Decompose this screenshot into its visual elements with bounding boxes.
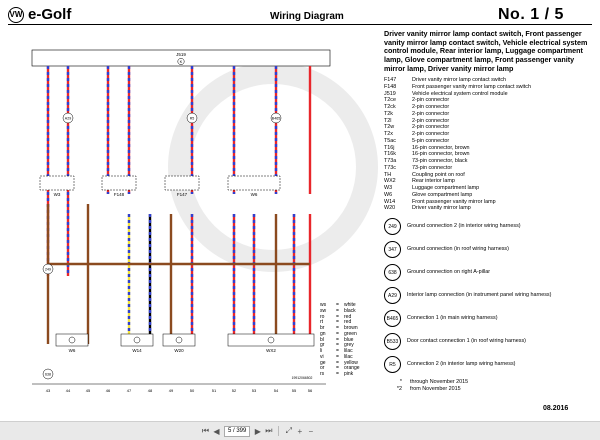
symbol-code: R5 [384,356,401,373]
ground-label-0: 249 [45,267,51,272]
symbol-text: Ground connection 2 (in interior wiring harness) [407,223,521,230]
symbol-code: B465 [384,310,401,327]
legend-code: T5ac [384,137,396,144]
legend-row [384,192,594,199]
color-name: lilac [344,353,353,360]
legend-row [384,205,594,212]
component-box-W6 [228,176,280,190]
legend-text: 5-pin connector [412,137,450,144]
brand-name: e-Golf [28,6,72,23]
legend-text: Driver vanity mirror lamp contact switch [412,77,507,84]
symbol-text: Ground connection (in roof wiring harness) [407,246,509,253]
symbol-row [384,310,594,327]
component-label-W6: W6 [250,192,258,197]
legend-code: WX2 [384,178,396,185]
color-equals: = [336,371,339,377]
note-code: * [399,379,402,386]
color-abbr: bl [320,336,324,343]
lamp-symbol-W6 [69,337,75,343]
symbol-row [384,218,594,235]
legend-text: Coupling point on roof [412,171,465,178]
legend-code: J519 [384,90,396,97]
legend-code: T16k [384,151,396,158]
previous-page-button[interactable]: ◀ [213,426,220,436]
legend-text: 2-pin connector [412,110,450,117]
module-pin-label: K [179,59,183,64]
color-abbr: gr [320,342,325,349]
legend-text: Front passenger vanity mirror lamp contact switch [412,83,531,90]
component-box-F148 [102,176,136,190]
legend-row [384,172,594,179]
legend-text: 73-pin connector [412,164,453,171]
column-number: 50 [189,388,195,393]
note-row [384,386,594,393]
legend-text: 2-pin connector [412,131,450,138]
color-name: red [344,313,352,320]
symbol-code: 347 [384,241,401,258]
document-number: No. 1 / 5 [498,6,564,23]
column-number: 46 [105,388,111,393]
component-box-W3 [40,176,74,190]
module-j519-label: J519 [176,52,186,57]
legend-code: F148 [384,83,397,90]
symbol-row [384,356,594,373]
color-abbr: rs [320,371,325,377]
legend-code: W20 [384,205,396,212]
color-row [320,372,360,378]
legend-text: 2-pin connector [412,124,450,131]
legend-code: T2ce [384,97,396,104]
component-box-F147 [165,176,199,190]
color-equals: = [336,330,339,337]
color-name: grey [344,342,354,349]
legend-code: T2x [384,131,393,138]
color-abbr: br [320,325,325,331]
color-abbr: ws [320,302,327,308]
toolbar-separator [278,426,279,436]
symbol-legend [384,218,594,373]
legend-code: TH [384,171,392,178]
legend-code: W6 [384,191,393,198]
diagram-description: Driver vanity mirror lamp contact switch, Front passenger vanity mirror lamp contact switch, Vehicle electrical system control module, Rear interior lamp, Luggage compartment lamp, Glove compartment lamp, Front passenger vanity mirror lamp, Driver vanity mirror lamp [384,29,588,73]
zoom-in-button[interactable]: + [297,426,303,436]
symbol-code: 638 [384,264,401,281]
legend-code: T73a [384,158,397,165]
color-name: red [344,319,352,326]
column-number: 49 [168,388,174,393]
color-name: black [344,307,356,314]
column-number: 45 [85,388,91,393]
symbol-text: Door contact connection 1 (in roof wiring harness) [407,338,526,345]
connection-label-2: B465 [271,116,281,121]
column-number: 48 [147,388,153,393]
legend-row [384,84,594,91]
footnotes [384,379,594,393]
legend-code: T16j [384,144,395,151]
symbol-code: 249 [384,218,401,235]
color-name: green [344,330,357,337]
note-text: through November 2015 [410,379,469,386]
viewer-toolbar [0,421,600,440]
lamp-label-W20: W20 [174,348,184,353]
color-equals: = [336,365,339,372]
legend-row [384,138,594,145]
legend-row [384,97,594,104]
issue-date: 08.2016 [543,405,569,412]
color-equals: = [336,302,339,308]
symbol-code: A29 [384,287,401,304]
lamp-symbol-WX2 [268,337,274,343]
legend-row [384,77,594,84]
column-number: 43 [45,388,51,393]
component-label-F148: F148 [113,192,125,197]
legend-text: Rear interior lamp [412,178,455,185]
column-number: 52 [231,388,237,393]
component-label-W3: W3 [53,192,61,197]
legend-text: 2-pin connector [412,104,450,111]
symbol-text: Interior lamp connection (in instrument panel wiring harness) [407,292,552,299]
color-equals: = [336,348,339,354]
fit-page-button[interactable]: ⤢ [285,426,293,435]
color-equals: = [336,336,339,343]
legend-row [384,131,594,138]
legend-text: 16-pin connector, brown [412,144,470,151]
legend-row [384,118,594,125]
connection-label-0: A29 [64,116,72,121]
legend-text: Vehicle electrical system control module [412,90,508,97]
color-name: yellow [344,359,358,366]
color-name: white [344,302,356,308]
note-code: *2 [396,385,402,392]
color-equals: = [336,307,339,314]
color-name: brown [344,325,358,331]
symbol-row [384,264,594,281]
color-abbr: sw [320,307,327,314]
note-text: from November 2015 [410,385,461,392]
legend-panel [384,30,594,406]
legend-code: T2ck [384,104,396,111]
lamp-label-WX2: WX2 [266,348,276,353]
color-equals: = [336,313,339,320]
legend-code: T2w [384,124,395,131]
brand [8,6,71,23]
legend-row [384,104,594,111]
legend-code: W14 [384,198,396,205]
legend-code: T73c [384,164,396,171]
color-code-table [320,303,360,378]
color-abbr: gn [320,330,326,337]
symbol-text: Connection 1 (in main wiring harness) [407,315,498,322]
lamp-label-W14: W14 [132,348,142,353]
column-number: 55 [291,388,297,393]
ground-label-1: 638 [45,372,51,377]
color-name: pink [344,371,354,377]
color-equals: = [336,319,339,326]
legend-row [384,124,594,131]
legend-code: F147 [384,77,397,84]
color-equals: = [336,359,339,366]
legend-text: 2-pin connector [412,117,450,124]
column-number: 44 [65,388,71,393]
column-number: 56 [307,388,313,393]
legend-code: T2l [384,117,392,124]
legend-row [384,165,594,172]
color-abbr: or [320,365,325,372]
column-number: 51 [211,388,217,393]
column-number: 47 [126,388,132,393]
legend-code: T2k [384,110,393,117]
next-page-button[interactable]: ▶ [254,426,261,436]
legend-text: Front passenger vanity mirror lamp [412,198,496,205]
legend-text: 2-pin connector [412,97,450,104]
legend-row [384,91,594,98]
symbol-text: Ground connection on right A-pillar [407,269,491,276]
legend-row [384,199,594,206]
lamp-symbol-W14 [134,337,140,343]
legend-text: 16-pin connector, brown [412,151,470,158]
legend-text: Luggage compartment lamp [412,185,480,192]
legend-row [384,158,594,165]
document-title: Wiring Diagram [270,11,344,22]
symbol-row [384,333,594,350]
color-equals: = [336,353,339,360]
lamp-symbol-W20 [176,337,182,343]
legend-text: Driver vanity mirror lamp [412,205,471,212]
legend-row [384,151,594,158]
color-abbr: li [320,348,323,354]
column-number: 54 [273,388,279,393]
legend-row [384,185,594,192]
symbol-code: B533 [384,333,401,350]
page-number-field[interactable]: 5 / 399 [224,426,250,437]
last-page-button[interactable]: ⏭ [265,426,273,435]
legend-text: Glove compartment lamp [412,191,473,198]
component-legend [384,77,594,212]
color-name: lilac [344,348,353,354]
connection-label-1: R5 [189,116,195,121]
color-name: orange [344,365,360,372]
color-equals: = [336,342,339,349]
color-name: blue [344,336,354,343]
symbol-row [384,241,594,258]
color-equals: = [336,325,339,331]
color-abbr: rt [320,319,324,326]
legend-row [384,178,594,185]
legend-row [384,111,594,118]
first-page-button[interactable]: ⏮ [201,426,210,435]
symbol-row [384,287,594,304]
diagram-code: 19912066502 [291,376,313,380]
note-row [384,379,594,386]
legend-text: 73-pin connector, black [412,158,468,165]
color-abbr: ge [320,359,326,366]
lamp-label-W6: W6 [68,348,76,353]
color-abbr: vi [320,353,324,360]
symbol-text: Connection 2 (in interior lamp wiring harness) [407,361,516,368]
component-label-F147: F147 [176,192,188,197]
color-abbr: ro [320,313,325,320]
column-number: 53 [251,388,257,393]
legend-row [384,145,594,152]
legend-code: W3 [384,185,393,192]
vw-logo: VW [8,7,24,23]
zoom-out-button[interactable]: − [308,426,314,436]
header-rule [8,24,592,25]
